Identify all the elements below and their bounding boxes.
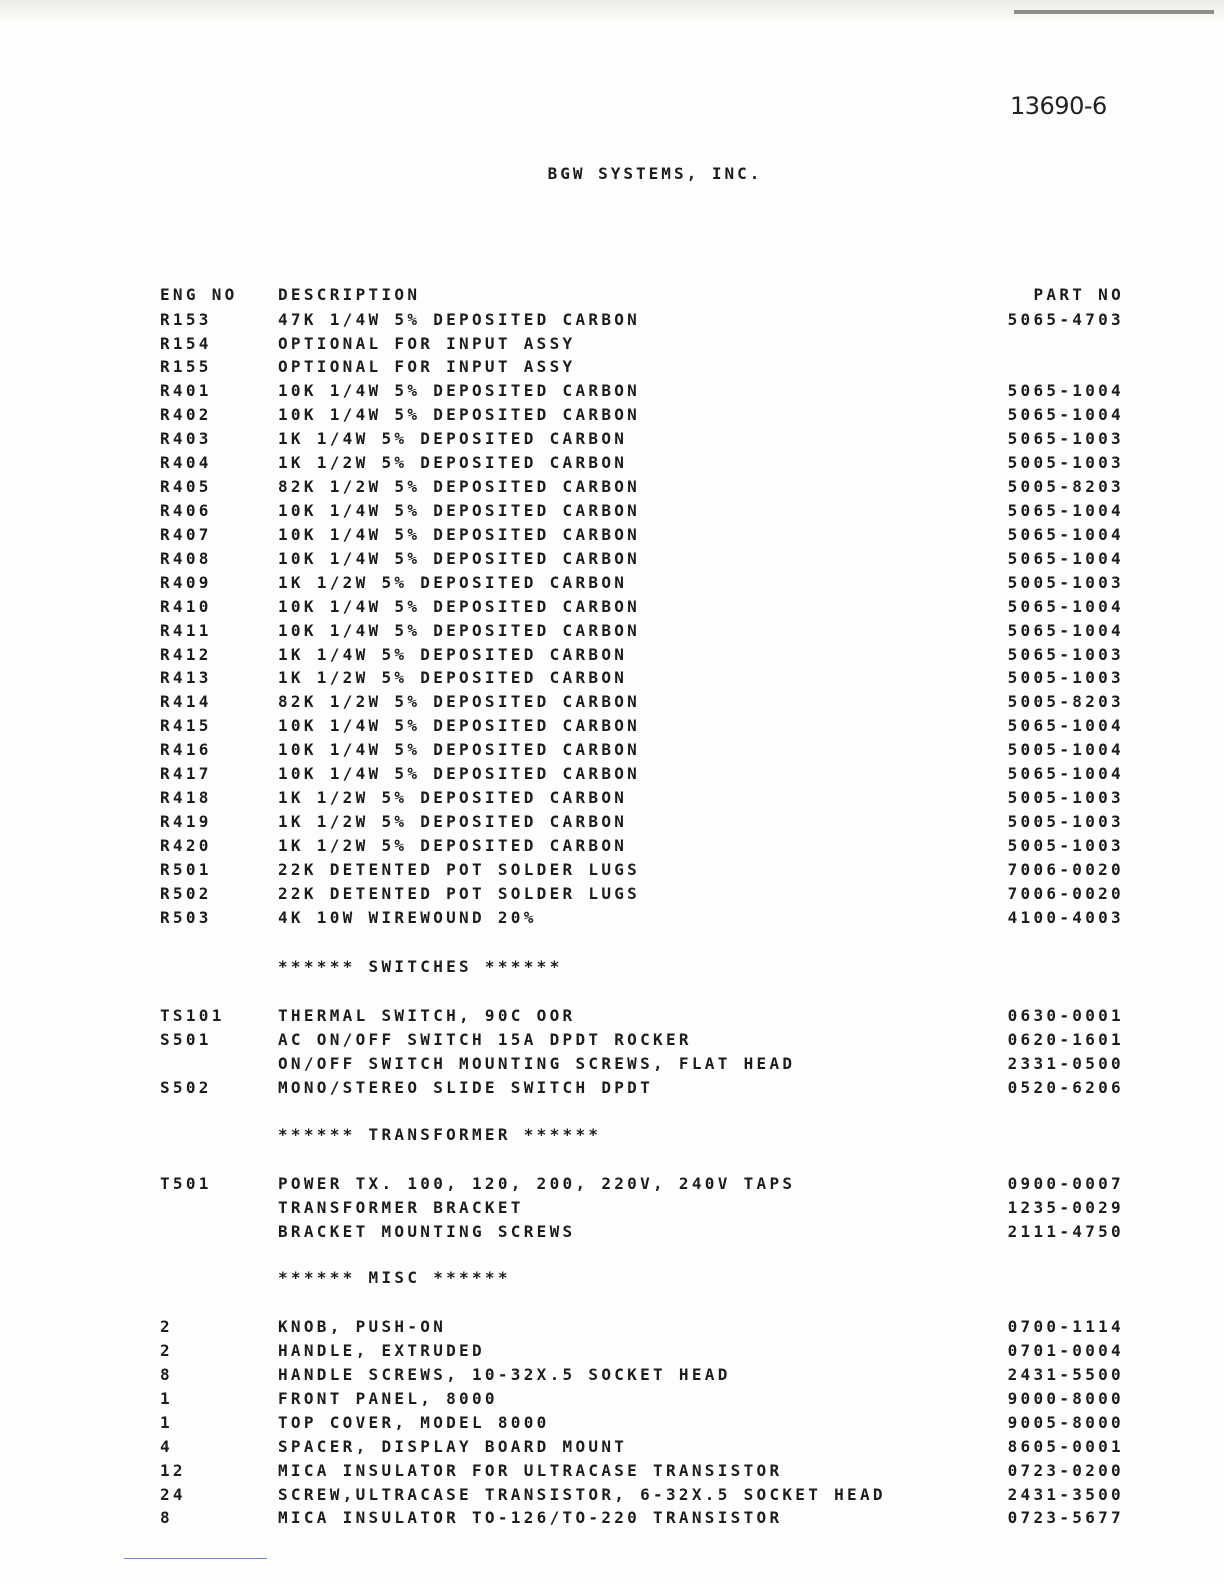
- eng-no-cell: R401: [160, 381, 212, 400]
- part-no-cell: 0630-0001: [1007, 1006, 1124, 1025]
- table-row: [0, 453, 1224, 475]
- table-row: [0, 621, 1224, 643]
- part-no-cell: 9005-8000: [1007, 1413, 1124, 1432]
- description-cell: 10K 1/4W 5% DEPOSITED CARBON: [278, 525, 641, 544]
- eng-no-cell: 4: [160, 1437, 173, 1456]
- section-title: ****** MISC ******: [278, 1268, 511, 1287]
- description-cell: 47K 1/4W 5% DEPOSITED CARBON: [278, 310, 641, 329]
- part-no-cell: 5065-1003: [1007, 429, 1124, 448]
- table-row: [0, 1437, 1224, 1459]
- table-row: [0, 1174, 1224, 1196]
- table-row: [0, 525, 1224, 547]
- section-heading: [0, 1125, 1224, 1147]
- eng-no-cell: R417: [160, 764, 212, 783]
- table-row: [0, 1006, 1224, 1028]
- eng-no-cell: R415: [160, 716, 212, 735]
- description-cell: 1K 1/2W 5% DEPOSITED CARBON: [278, 573, 628, 592]
- eng-no-cell: 2: [160, 1341, 173, 1360]
- description-cell: SPACER, DISPLAY BOARD MOUNT: [278, 1437, 628, 1456]
- eng-no-cell: R155: [160, 357, 212, 376]
- eng-no-cell: 8: [160, 1365, 173, 1384]
- table-row: [0, 429, 1224, 451]
- table-row: [0, 573, 1224, 595]
- table-row: [0, 692, 1224, 714]
- table-row: [0, 381, 1224, 403]
- eng-no-cell: R406: [160, 501, 212, 520]
- description-cell: 82K 1/2W 5% DEPOSITED CARBON: [278, 477, 641, 496]
- description-cell: 22K DETENTED POT SOLDER LUGS: [278, 860, 641, 879]
- table-row: [0, 1413, 1224, 1435]
- description-cell: MICA INSULATOR TO-126/TO-220 TRANSISTOR: [278, 1508, 783, 1527]
- eng-no-cell: R412: [160, 645, 212, 664]
- part-no-cell: 0700-1114: [1007, 1317, 1124, 1336]
- table-row: [0, 334, 1224, 356]
- description-cell: KNOB, PUSH-ON: [278, 1317, 447, 1336]
- part-no-cell: 5065-1004: [1007, 764, 1124, 783]
- part-no-cell: 5065-4703: [1007, 310, 1124, 329]
- description-cell: 1K 1/4W 5% DEPOSITED CARBON: [278, 429, 628, 448]
- eng-no-cell: R420: [160, 836, 212, 855]
- section-title: ****** TRANSFORMER ******: [278, 1125, 602, 1144]
- part-no-cell: 5065-1004: [1007, 525, 1124, 544]
- description-cell: MONO/STEREO SLIDE SWITCH DPDT: [278, 1078, 654, 1097]
- part-no-cell: 2431-3500: [1007, 1485, 1124, 1504]
- part-no-cell: 7006-0020: [1007, 884, 1124, 903]
- table-row: [0, 1078, 1224, 1100]
- description-cell: THERMAL SWITCH, 90C OOR: [278, 1006, 576, 1025]
- description-cell: 10K 1/4W 5% DEPOSITED CARBON: [278, 381, 641, 400]
- table-row: [0, 836, 1224, 858]
- description-cell: 10K 1/4W 5% DEPOSITED CARBON: [278, 597, 641, 616]
- description-cell: 10K 1/4W 5% DEPOSITED CARBON: [278, 740, 641, 759]
- table-row: [0, 1461, 1224, 1483]
- table-row: [0, 405, 1224, 427]
- description-cell: 10K 1/4W 5% DEPOSITED CARBON: [278, 716, 641, 735]
- eng-no-cell: TS101: [160, 1006, 225, 1025]
- company-title: BGW SYSTEMS, INC.: [547, 164, 763, 183]
- table-row: [0, 357, 1224, 379]
- description-cell: HANDLE, EXTRUDED: [278, 1341, 485, 1360]
- description-cell: MICA INSULATOR FOR ULTRACASE TRANSISTOR: [278, 1461, 783, 1480]
- eng-no-cell: R407: [160, 525, 212, 544]
- eng-no-cell: 8: [160, 1508, 173, 1527]
- table-row: [0, 1365, 1224, 1387]
- eng-no-cell: S502: [160, 1078, 212, 1097]
- part-no-cell: 2431-5500: [1007, 1365, 1124, 1384]
- part-no-cell: 5005-1003: [1007, 812, 1124, 831]
- description-cell: 10K 1/4W 5% DEPOSITED CARBON: [278, 549, 641, 568]
- description-cell: AC ON/OFF SWITCH 15A DPDT ROCKER: [278, 1030, 692, 1049]
- eng-no-cell: R410: [160, 597, 212, 616]
- table-row: [0, 716, 1224, 738]
- part-no-cell: 5065-1004: [1007, 597, 1124, 616]
- scan-edge-line: [124, 1558, 267, 1559]
- description-cell: TOP COVER, MODEL 8000: [278, 1413, 550, 1432]
- part-no-cell: 5005-8203: [1007, 477, 1124, 496]
- part-no-cell: 4100-4003: [1007, 908, 1124, 927]
- part-no-cell: 5005-1003: [1007, 788, 1124, 807]
- description-cell: 1K 1/2W 5% DEPOSITED CARBON: [278, 668, 628, 687]
- part-no-cell: 0723-5677: [1007, 1508, 1124, 1527]
- eng-no-cell: R405: [160, 477, 212, 496]
- description-cell: 1K 1/2W 5% DEPOSITED CARBON: [278, 836, 628, 855]
- table-row: [0, 668, 1224, 690]
- part-no-cell: 5065-1004: [1007, 621, 1124, 640]
- part-no-cell: 5005-1003: [1007, 836, 1124, 855]
- part-no-cell: 1235-0029: [1007, 1198, 1124, 1217]
- eng-no-cell: R503: [160, 908, 212, 927]
- table-row: [0, 597, 1224, 619]
- table-row: [0, 645, 1224, 667]
- eng-no-cell: 2: [160, 1317, 173, 1336]
- part-no-cell: 5005-1003: [1007, 453, 1124, 472]
- eng-no-cell: R414: [160, 692, 212, 711]
- scan-top-strip: [0, 0, 1224, 22]
- header-description: DESCRIPTION: [278, 285, 421, 304]
- table-row: [0, 740, 1224, 762]
- eng-no-cell: 24: [160, 1485, 186, 1504]
- table-row: [0, 501, 1224, 523]
- table-header: [0, 285, 1224, 307]
- table-row: [0, 1198, 1224, 1220]
- eng-no-cell: 12: [160, 1461, 186, 1480]
- description-cell: SCREW,ULTRACASE TRANSISTOR, 6-32X.5 SOCKET HEAD: [278, 1485, 886, 1504]
- description-cell: POWER TX. 100, 120, 200, 220V, 240V TAPS: [278, 1174, 796, 1193]
- eng-no-cell: R154: [160, 334, 212, 353]
- eng-no-cell: R404: [160, 453, 212, 472]
- eng-no-cell: R416: [160, 740, 212, 759]
- description-cell: 1K 1/4W 5% DEPOSITED CARBON: [278, 645, 628, 664]
- part-no-cell: 5005-1003: [1007, 573, 1124, 592]
- document-number: 13690-6: [1010, 92, 1107, 120]
- part-no-cell: 0900-0007: [1007, 1174, 1124, 1193]
- eng-no-cell: R419: [160, 812, 212, 831]
- table-row: [0, 1030, 1224, 1052]
- description-cell: 10K 1/4W 5% DEPOSITED CARBON: [278, 405, 641, 424]
- eng-no-cell: 1: [160, 1389, 173, 1408]
- table-row: [0, 1508, 1224, 1530]
- section-heading: [0, 1268, 1224, 1290]
- table-row: [0, 1317, 1224, 1339]
- description-cell: 82K 1/2W 5% DEPOSITED CARBON: [278, 692, 641, 711]
- part-no-cell: 7006-0020: [1007, 860, 1124, 879]
- description-cell: OPTIONAL FOR INPUT ASSY: [278, 357, 576, 376]
- description-cell: 10K 1/4W 5% DEPOSITED CARBON: [278, 501, 641, 520]
- description-cell: BRACKET MOUNTING SCREWS: [278, 1222, 576, 1241]
- eng-no-cell: R153: [160, 310, 212, 329]
- description-cell: 10K 1/4W 5% DEPOSITED CARBON: [278, 621, 641, 640]
- part-no-cell: 5065-1004: [1007, 716, 1124, 735]
- description-cell: TRANSFORMER BRACKET: [278, 1198, 524, 1217]
- section-title: ****** SWITCHES ******: [278, 957, 563, 976]
- part-no-cell: 8605-0001: [1007, 1437, 1124, 1456]
- table-row: [0, 812, 1224, 834]
- description-cell: OPTIONAL FOR INPUT ASSY: [278, 334, 576, 353]
- table-row: [0, 1222, 1224, 1244]
- description-cell: 4K 10W WIREWOUND 20%: [278, 908, 537, 927]
- eng-no-cell: R411: [160, 621, 212, 640]
- eng-no-cell: T501: [160, 1174, 212, 1193]
- description-cell: 1K 1/2W 5% DEPOSITED CARBON: [278, 812, 628, 831]
- eng-no-cell: R501: [160, 860, 212, 879]
- table-row: [0, 477, 1224, 499]
- table-row: [0, 884, 1224, 906]
- table-row: [0, 1054, 1224, 1076]
- description-cell: 1K 1/2W 5% DEPOSITED CARBON: [278, 453, 628, 472]
- part-no-cell: 2331-0500: [1007, 1054, 1124, 1073]
- table-row: [0, 908, 1224, 930]
- part-no-cell: 0620-1601: [1007, 1030, 1124, 1049]
- part-no-cell: 5065-1004: [1007, 405, 1124, 424]
- section-heading: [0, 957, 1224, 979]
- part-no-cell: 5065-1004: [1007, 549, 1124, 568]
- eng-no-cell: R502: [160, 884, 212, 903]
- table-row: [0, 1389, 1224, 1411]
- eng-no-cell: R403: [160, 429, 212, 448]
- table-row: [0, 764, 1224, 786]
- part-no-cell: 5005-1004: [1007, 740, 1124, 759]
- description-cell: HANDLE SCREWS, 10-32X.5 SOCKET HEAD: [278, 1365, 731, 1384]
- description-cell: 1K 1/2W 5% DEPOSITED CARBON: [278, 788, 628, 807]
- table-row: [0, 788, 1224, 810]
- description-cell: ON/OFF SWITCH MOUNTING SCREWS, FLAT HEAD: [278, 1054, 796, 1073]
- eng-no-cell: R409: [160, 573, 212, 592]
- eng-no-cell: R408: [160, 549, 212, 568]
- part-no-cell: 5065-1003: [1007, 645, 1124, 664]
- part-no-cell: 0723-0200: [1007, 1461, 1124, 1480]
- part-no-cell: 5065-1004: [1007, 501, 1124, 520]
- part-no-cell: 5005-8203: [1007, 692, 1124, 711]
- eng-no-cell: S501: [160, 1030, 212, 1049]
- part-no-cell: 5065-1004: [1007, 381, 1124, 400]
- part-no-cell: 5005-1003: [1007, 668, 1124, 687]
- part-no-cell: 0701-0004: [1007, 1341, 1124, 1360]
- eng-no-cell: 1: [160, 1413, 173, 1432]
- description-cell: 10K 1/4W 5% DEPOSITED CARBON: [278, 764, 641, 783]
- description-cell: 22K DETENTED POT SOLDER LUGS: [278, 884, 641, 903]
- header-part-no: PART NO: [1033, 285, 1124, 304]
- eng-no-cell: R418: [160, 788, 212, 807]
- description-cell: FRONT PANEL, 8000: [278, 1389, 498, 1408]
- table-row: [0, 549, 1224, 571]
- table-row: [0, 1341, 1224, 1363]
- header-eng-no: ENG NO: [160, 285, 238, 304]
- table-row: [0, 860, 1224, 882]
- eng-no-cell: R413: [160, 668, 212, 687]
- table-row: [0, 310, 1224, 332]
- eng-no-cell: R402: [160, 405, 212, 424]
- part-no-cell: 0520-6206: [1007, 1078, 1124, 1097]
- part-no-cell: 9000-8000: [1007, 1389, 1124, 1408]
- table-row: [0, 1485, 1224, 1507]
- part-no-cell: 2111-4750: [1007, 1222, 1124, 1241]
